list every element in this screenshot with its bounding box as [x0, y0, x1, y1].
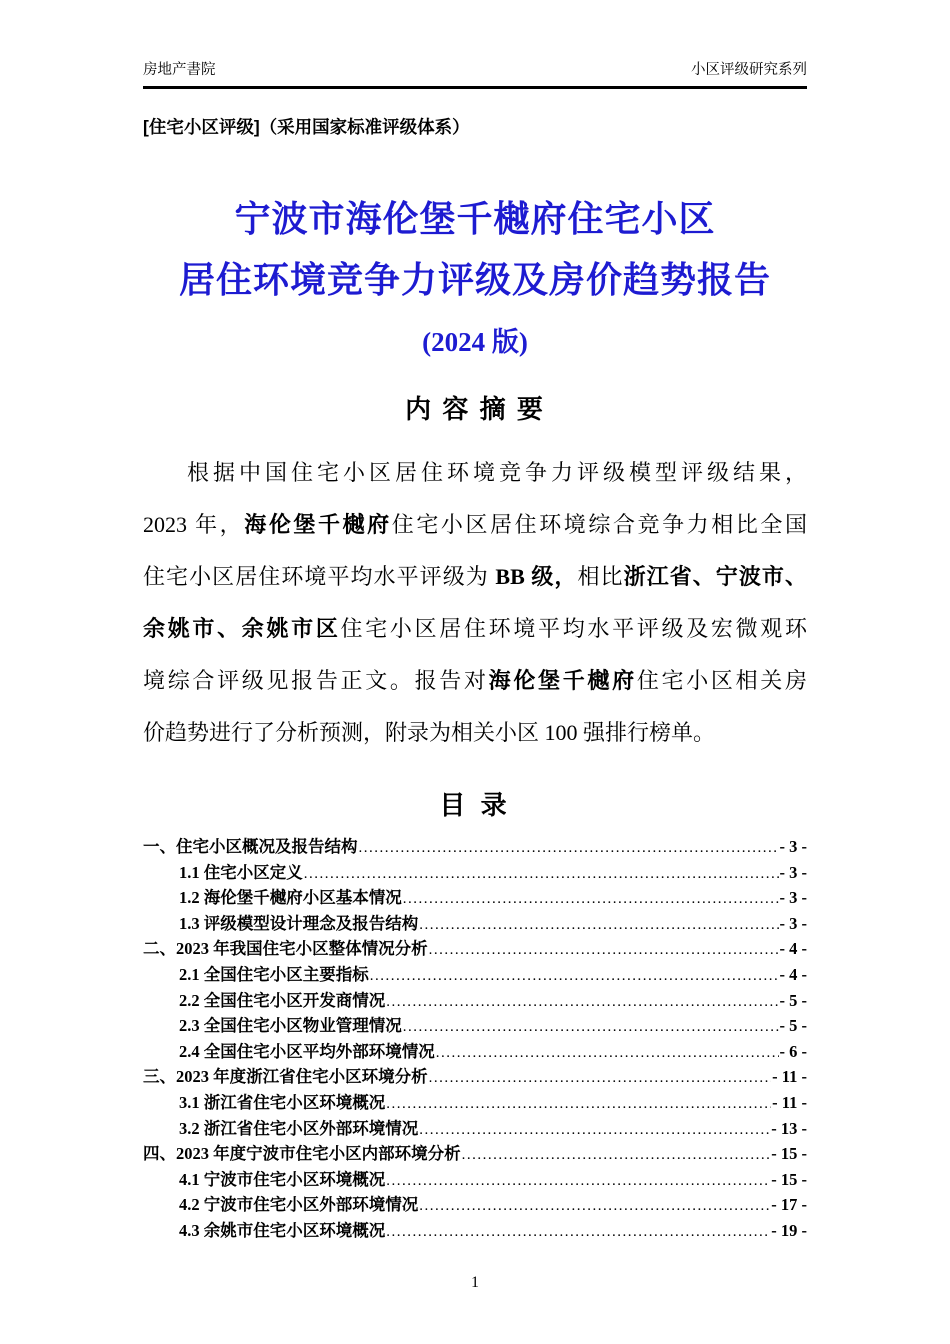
summary-text-run: 相比	[577, 564, 624, 589]
toc-leader-dots	[386, 1168, 770, 1194]
summary-paragraph	[143, 447, 807, 759]
toc-leader-dots	[429, 1065, 772, 1091]
toc-entry-label[interactable]: 1.3 评级模型设计理念及报告结构	[179, 913, 419, 933]
toc-entry[interactable]	[143, 835, 807, 861]
running-header	[143, 60, 807, 89]
toc-entry-label[interactable]: 1.2 海伦堡千樾府小区基本情况	[179, 888, 402, 908]
toc-entry[interactable]	[143, 1219, 807, 1245]
toc-leader-dots	[386, 1091, 771, 1117]
summary-bold-run: BB 级，	[495, 564, 578, 589]
toc-entry-label[interactable]: 三、2023 年度浙江省住宅小区环境分析	[143, 1067, 428, 1087]
summary-text-run: 境综合评级见报告正文。报告对	[143, 668, 489, 693]
toc-entry[interactable]	[143, 989, 807, 1015]
toc-entry[interactable]	[143, 1168, 807, 1194]
summary-text-run: 住宅小区居住环境综合竞争力相比全国	[391, 512, 807, 537]
toc-entry-page: - 15 -	[771, 1144, 807, 1164]
toc-entry-label[interactable]: 四、2023 年度宁波市住宅小区内部环境分析	[143, 1144, 461, 1164]
toc-leader-dots	[419, 1193, 770, 1219]
toc-leader-dots	[419, 912, 778, 938]
toc-entry-label[interactable]: 3.2 浙江省住宅小区外部环境情况	[179, 1118, 419, 1138]
report-edition: (2024 版)	[422, 327, 528, 357]
toc-entry-label[interactable]: 2.3 全国住宅小区物业管理情况	[179, 1016, 402, 1036]
toc-entry-label[interactable]: 3.1 浙江省住宅小区环境概况	[179, 1092, 386, 1112]
toc-leader-dots	[370, 963, 779, 989]
toc-heading: 目 录	[439, 790, 511, 820]
header-right-text: 小区评级研究系列	[691, 62, 807, 78]
summary-bold-run: 海伦堡千樾府	[244, 512, 392, 537]
toc-entry[interactable]	[143, 1193, 807, 1219]
summary-bold-run: 余姚市、余姚市区	[143, 616, 341, 641]
toc-entry-page: - 5 -	[779, 1016, 807, 1036]
summary-line	[143, 499, 807, 551]
summary-line	[143, 707, 807, 759]
summary-text-run: 住宅小区居住环境平均水平评级及宏微观环	[340, 616, 807, 641]
toc-leader-dots	[429, 937, 779, 963]
report-title-line2: 居住环境竞争力评级及房价趋势报告	[178, 260, 771, 300]
toc-leader-dots	[403, 886, 779, 912]
toc-entry-label[interactable]: 二、2023 年我国住宅小区整体情况分析	[143, 939, 428, 959]
header-left-text: 房地产書院	[143, 62, 216, 78]
summary-text-run: 价趋势进行了分析预测，附录为相关小区 100 强排行榜单。	[143, 720, 716, 745]
toc-entry[interactable]	[143, 1142, 807, 1168]
toc-entry-page: - 4 -	[779, 939, 807, 959]
summary-bold-run: 海伦堡千樾府	[488, 668, 637, 693]
summary-line	[143, 655, 807, 707]
toc-entry[interactable]	[143, 886, 807, 912]
summary-text-run: 住宅小区居住环境平均水平评级为	[143, 564, 496, 589]
summary-line	[143, 447, 807, 499]
toc-entry-label[interactable]: 2.4 全国住宅小区平均外部环境情况	[179, 1041, 435, 1061]
toc-entry-page: - 17 -	[771, 1195, 807, 1215]
toc-entry-page: - 3 -	[779, 888, 807, 908]
toc-entry-label[interactable]: 一、住宅小区概况及报告结构	[143, 837, 358, 856]
summary-text-run: 住宅小区相关房	[636, 668, 807, 693]
toc-entry[interactable]	[143, 1117, 807, 1143]
summary-bold-run: 浙江省、宁波市、	[623, 564, 807, 589]
toc-leader-dots	[419, 1117, 770, 1143]
toc-entry[interactable]	[143, 1065, 807, 1091]
toc-entry[interactable]	[143, 937, 807, 963]
summary-line	[143, 551, 807, 603]
summary-heading: 内 容 摘 要	[405, 394, 545, 424]
toc-entry-label[interactable]: 1.1 住宅小区定义	[179, 862, 303, 882]
summary-text-run: 2023 年，	[143, 512, 245, 537]
toc-entry-page: - 5 -	[779, 990, 807, 1010]
page-number: 1	[471, 1273, 479, 1291]
toc-leader-dots	[359, 835, 779, 861]
toc-entry-page: - 19 -	[771, 1220, 807, 1240]
toc-entry-label[interactable]: 2.1 全国住宅小区主要指标	[179, 964, 369, 984]
toc-entry[interactable]	[143, 1091, 807, 1117]
series-tagline: [住宅小区评级]（采用国家标准评级体系）	[143, 117, 470, 137]
toc-entry[interactable]	[143, 1040, 807, 1066]
toc-leader-dots	[436, 1040, 779, 1066]
toc-leader-dots	[304, 861, 779, 887]
toc-entry-page: - 11 -	[772, 1092, 807, 1112]
toc-entry[interactable]	[143, 963, 807, 989]
toc-entry-page: - 4 -	[779, 964, 807, 984]
toc-entry-page: - 6 -	[779, 1041, 807, 1061]
toc-entry-page: - 3 -	[779, 837, 807, 856]
toc-entry-page: - 11 -	[772, 1067, 807, 1087]
toc-entry[interactable]	[143, 1014, 807, 1040]
toc-entry-label[interactable]: 4.3 余姚市住宅小区环境概况	[179, 1220, 386, 1240]
toc-entry-page: - 13 -	[771, 1118, 807, 1138]
toc-entry-page: - 3 -	[779, 913, 807, 933]
report-title-block	[143, 189, 807, 367]
toc-leader-dots	[403, 1014, 779, 1040]
report-title-line1: 宁波市海伦堡千樾府住宅小区	[234, 199, 716, 239]
toc-entry-label[interactable]: 4.2 宁波市住宅小区外部环境情况	[179, 1195, 419, 1215]
toc-entry-label[interactable]: 4.1 宁波市住宅小区环境概况	[179, 1169, 386, 1189]
toc-entry-label[interactable]: 2.2 全国住宅小区开发商情况	[179, 990, 386, 1010]
toc-entry[interactable]	[143, 861, 807, 887]
toc-leader-dots	[386, 1219, 770, 1245]
summary-line	[143, 603, 807, 655]
toc-leader-dots	[386, 989, 778, 1015]
toc-list	[143, 835, 807, 1245]
toc-entry-page: - 3 -	[779, 862, 807, 882]
toc-entry[interactable]	[143, 912, 807, 938]
toc-entry-page: - 15 -	[771, 1169, 807, 1189]
summary-text-run: 根据中国住宅小区居住环境竞争力评级模型评级结果，	[187, 460, 807, 485]
toc-leader-dots	[462, 1142, 771, 1168]
